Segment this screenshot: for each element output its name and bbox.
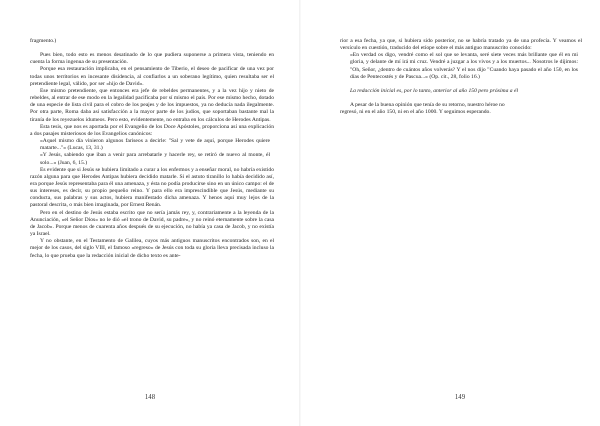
- paragraph: rior a esa fecha, ya que, si hubiera sido posterior, no se habría tratado ya de una profecía. Y veamos el versículo en cuestión, traducido del etíope sobre el más antiguo manuscrito conocido:: [340, 38, 582, 52]
- paragraph: fragmento.): [30, 38, 57, 44]
- page-number: 148: [144, 394, 156, 401]
- quotation: «Aquel mismo día vinieron algunos fariseos a decirle: "Sal y vete de aquí, porque Herodes quiere matarte..."» (Lucas, 13, 31.): [40, 138, 270, 152]
- emphasis-statement: La redacción inicial es, por lo tanto, anterior al año 150 pero próxima a él: [350, 87, 519, 94]
- left-page-text: [30, 38, 274, 260]
- quotation: «En verdad os digo, vendré como el sol que se levanta, seré siete veces más brillante que él en mi gloria, y delante de mí irá mi cruz. Vendré a juzgar a los vivos y a los muertos... Nosotros le dijimos: "Oh, Señor, ¿dentro de cuántos años volverás? Y el nos dijo "Cuando haya pasado el año 150, en los días de Pentecostés y de Pascua...» (Op. cit., 28, folio 16.): [350, 52, 578, 80]
- page-number: 149: [454, 394, 466, 401]
- right-page: [300, 0, 600, 426]
- paragraph: Pues bien, todo esto es menos desatinado de lo que pudiera suponerse a primera vista, teniendo en cuenta la forma ingenua de su presentación.: [30, 52, 274, 66]
- paragraph: Esta tesis, que nos es aportada por el Evangelio de los Doce Apóstoles, proporciona así una explicación a dos pasajes misteriosos de los Evangelios canónicos:: [30, 123, 274, 137]
- paragraph: Y no obstante, en el Testamento de Galilea, cuyos más antiguos manuscritos encontrados son, en el mejor de los casos, del siglo VIII, el famoso «regreso» de Jesús con toda su gloria lleva precisada incluso la fecha, lo que prueba que la redacción inicial de dicho texto es ante-: [30, 238, 274, 259]
- paragraph: Porque esa restauración implicaba, en el pensamiento de Tiberio, el deseo de pacificar de una vez por todas unos territorios en incesante disidencia, al confiarlos a un soberano legítimo, quien resultaba ser el pretendiente legal, válido, por ser «hijo de David».: [30, 66, 274, 87]
- paragraph: Es evidente que si Jesús se hubiera limitado a curar a los enfermos y a enseñar moral, no habría existido razón alguna para que Herodes Antipas hubiera decidido matarle. Si el astuto tiranillo lo había decidido así, era porque Jesús representaba para él una amenaza, y ésta no podía producirse sino en un único campo: el de sus intereses, es decir, su propio pequeño reino. Y para ello era imprescindible que Jesús, mediante su conducta, sus palabras y sus actos, hubiera manifestado dicha amenaza. Y henos aquí muy lejos de la pastoral descrita, o más bien imaginada, por Ernest Renán.: [30, 166, 274, 209]
- quotation: «Y Jesús, sabiendo que iban a venir para arrebatarle y hacerle rey, se retiró de nuevo al monte, él solo...» (Juan, 6, 15.): [40, 152, 270, 166]
- paragraph: Ese mismo pretendiente, que entonces era jefe de rebeldes permanentes, y a la vez hijo y nieto de rebeldes, al entrar de ese modo en la legalidad pacificaba por sí mismo el país. Por ese mismo hecho, dotado de una especie de lista civil para el cobro de los peajes y de los impuestos, ya no deducía nada ilegalmente. Por otra parte, Roma daba así satisfacción a la mayor parte de los judíos, que soportaban bastante mal la tiranía de los reyezuelos idumeos. Pero esto, evidentemente, no entraba en los cálculos de Herodes Antipas.: [30, 87, 274, 123]
- right-page-text: [340, 38, 582, 116]
- paragraph: A pesar de la buena opinión que tenía de su retorno, nuestro héroe no regresó, ni en el año 150, ni en el año 1000. Y seguimos esperando.: [340, 102, 505, 116]
- paragraph: Pero en el destino de Jesús estaba escrito que no sería jamás rey, y, contrariamente a la leyenda de la Anunciación, «el Señor Dios» no le dió «el trono de David, su padre», y no reinó eternamente sobre la casa de Jacob». Porque menos de cuarenta años después de su ejecución, no había ya casa de Jacob, y no existía ya Israel.: [30, 209, 274, 238]
